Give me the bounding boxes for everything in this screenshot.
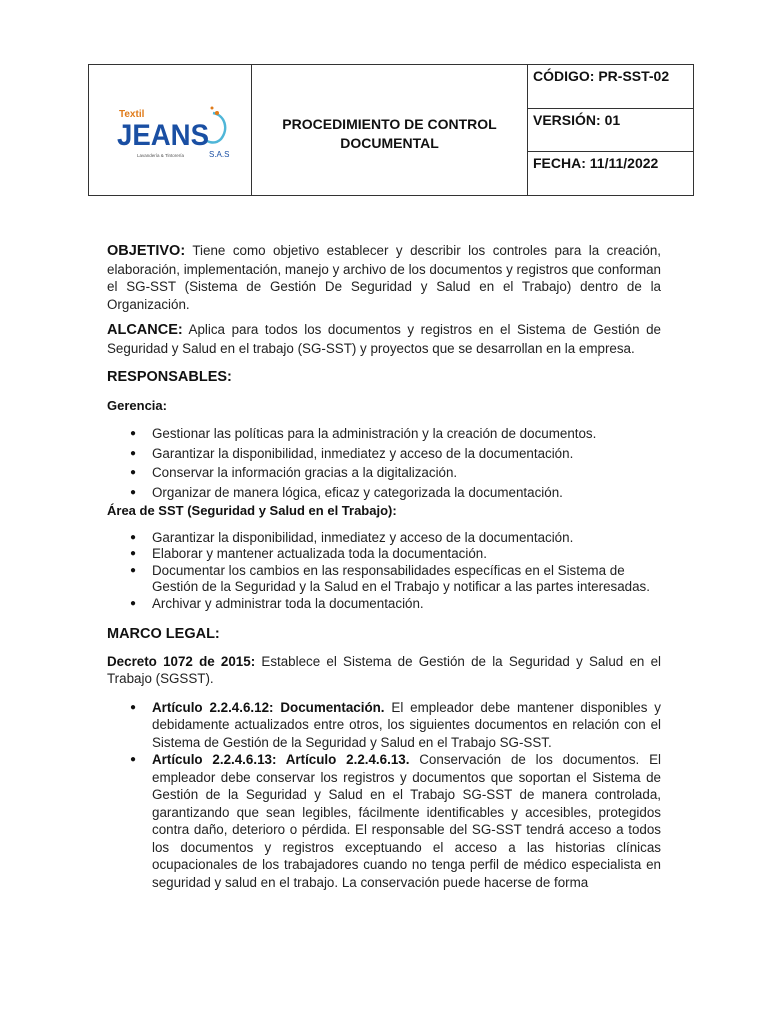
objetivo-text: Tiene como objetivo establecer y describir los controles para la creación, elaboración, implementación, manejo y archivo de los documentos y registros que conforman el SG-SST (Sistema de Gestión De Seguridad y Salud en el Trabajo) dentro de la Organización. bbox=[107, 243, 661, 312]
gerencia-heading: Gerencia: bbox=[107, 397, 167, 413]
decreto-paragraph bbox=[107, 653, 661, 688]
articles-list bbox=[107, 699, 661, 892]
list-item: ● Elaborar y mantener actualizada toda la documentación. bbox=[107, 546, 661, 563]
objetivo-label: OBJETIVO: bbox=[107, 243, 186, 259]
logo-sas: S.A.S bbox=[209, 150, 230, 159]
list-item: ● Garantizar la disponibilidad, inmediatez y acceso de la documentación. bbox=[107, 444, 661, 464]
gerencia-list bbox=[107, 424, 661, 502]
fecha-cell: FECHA: 11/11/2022 bbox=[533, 155, 659, 172]
list-item: ● Conservar la información gracias a la digitalización. bbox=[107, 463, 661, 483]
header-table bbox=[88, 64, 694, 196]
decreto-label: Decreto 1072 de 2015: bbox=[107, 653, 256, 669]
jeans-logo-icon bbox=[117, 105, 237, 165]
area-sst-list bbox=[107, 530, 661, 613]
list-item bbox=[107, 699, 661, 752]
responsables-heading: RESPONSABLES: bbox=[107, 369, 232, 385]
version-cell: VERSIÓN: 01 bbox=[528, 109, 693, 153]
article-label: Artículo 2.2.4.6.13: Artículo 2.2.4.6.13. bbox=[152, 752, 410, 767]
list-item: ● Archivar y administrar toda la documentación. bbox=[107, 596, 661, 613]
logo-textil: Textil bbox=[119, 109, 145, 120]
logo-tagline: Lavandería & Tintorería bbox=[137, 153, 185, 158]
article-label: Artículo 2.2.4.6.12: Documentación. bbox=[152, 699, 385, 715]
alcance-text: Aplica para todos los documentos y registros en el Sistema de Gestión de Seguridad y Salud en el trabajo (SG-SST) y proyectos que se desarrollan en la empresa. bbox=[107, 322, 661, 356]
alcance-paragraph bbox=[107, 321, 661, 357]
area-sst-heading: Área de SST (Seguridad y Salud en el Trabajo): bbox=[107, 503, 397, 518]
alcance-label: ALCANCE: bbox=[107, 322, 183, 338]
company-logo bbox=[89, 65, 252, 195]
marco-legal-heading: MARCO LEGAL: bbox=[107, 626, 220, 642]
objetivo-paragraph bbox=[107, 242, 661, 313]
codigo-cell: CÓDIGO: PR-SST-02 bbox=[528, 65, 693, 109]
list-item bbox=[107, 751, 661, 891]
document-meta bbox=[528, 65, 693, 195]
document-body bbox=[107, 242, 661, 891]
list-item: ● Organizar de manera lógica, eficaz y categorizada la documentación. bbox=[107, 483, 661, 503]
decreto-text: Establece el Sistema de Gestión de la Seguridad y Salud en el Trabajo (SGSST). bbox=[107, 653, 661, 686]
article-text: Conservación de los documentos. El empleador debe conservar los registros y documentos que soportan el Sistema de Gestión de la Seguridad y Salud en el Trabajo SG-SST de manera controlada, garantizando que sean legibles, fácilmente identificables y accesibles, protegidos contra daño, deterioro o pérdida. El responsable del SG-SST tendrá acceso a todos los documentos y registros exceptuando el acceso a las historias clínicas ocupacionales de los trabajadores cuando no tenga perfil de médico especialista en seguridad y salud en el trabajo. La conservación puede hacerse de forma bbox=[152, 752, 661, 890]
document-title: PROCEDIMIENTO DE CONTROL DOCUMENTAL bbox=[252, 65, 528, 195]
list-item: ● Gestionar las políticas para la administración y la creación de documentos. bbox=[107, 424, 661, 444]
article-text: El empleador debe mantener disponibles y debidamente actualizados entre otros, los siguientes documentos en relación con el Sistema de Gestión de la Seguridad y Salud en el Trabajo SG-SST. bbox=[152, 699, 661, 750]
logo-jeans: JEANS bbox=[117, 119, 209, 152]
list-item: ● Documentar los cambios en las responsabilidades específicas en el Sistema de Gestión de la Seguridad y la Salud en el Trabajo y notificar a las partes interesadas. bbox=[107, 563, 661, 596]
list-item: ● Garantizar la disponibilidad, inmediatez y acceso de la documentación. bbox=[107, 530, 661, 547]
